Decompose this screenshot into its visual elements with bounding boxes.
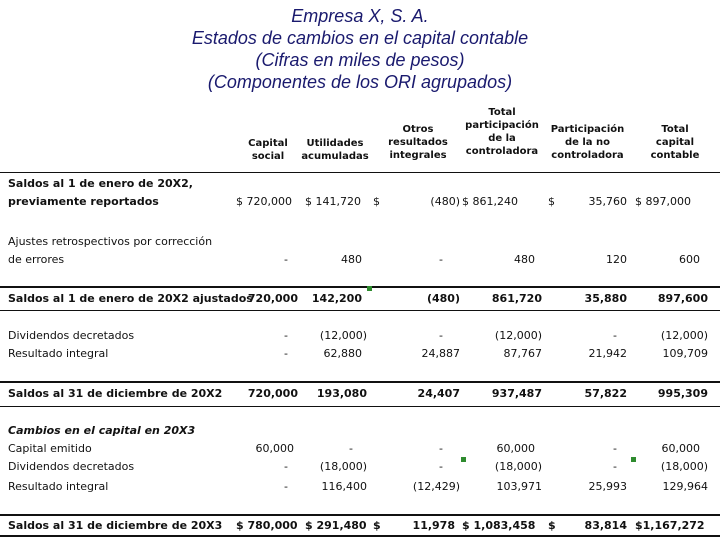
column-header-utilidades: Utilidades acumuladas <box>301 138 369 162</box>
cell-capital-social: 60,000 <box>255 442 294 455</box>
cell-total-controladora: 480 <box>514 253 535 266</box>
cell-total-controladora: $ 861,240 <box>462 195 518 208</box>
cell-total-controladora: (18,000) <box>494 460 542 473</box>
row-label: Saldos al 31 de diciembre de 20X3 <box>8 519 223 532</box>
cell-no-controladora: 25,993 <box>588 480 627 493</box>
row-rule <box>0 514 720 516</box>
units-subtitle: (Cifras en miles de pesos) <box>255 50 465 70</box>
cell-total-controladora: 861,720 <box>491 292 542 305</box>
cell-no-controladora: 57,822 <box>584 387 627 400</box>
cell-total-controladora: 87,767 <box>503 347 542 360</box>
cell-no-controladora: 35,760 <box>588 195 627 208</box>
cell-ori: - <box>439 253 443 266</box>
row-rule <box>0 286 720 288</box>
row-rule <box>0 406 720 407</box>
green-marker <box>367 286 372 291</box>
cell-capital-social: - <box>284 347 288 360</box>
cell-no-controladora: - <box>613 329 617 342</box>
row-label: Ajustes retrospectivos por corrección <box>8 235 213 248</box>
cell-capital-social: - <box>284 460 288 473</box>
cell-capital-social: 720,000 <box>247 387 298 400</box>
row-rule <box>0 310 720 311</box>
cell-no-controladora: - <box>613 442 617 455</box>
cell-utilidades: - <box>349 442 353 455</box>
cell-total-capital: (12,000) <box>660 329 708 342</box>
cell-no-controladora: 120 <box>606 253 627 266</box>
cell-ori: - <box>439 442 443 455</box>
cell-ori: 24,407 <box>417 387 460 400</box>
row-label: Dividendos decretados <box>8 460 135 473</box>
column-header-capital-social: Capital social <box>248 138 288 162</box>
cell-capital-social: 720,000 <box>247 292 298 305</box>
section-label: Cambios en el capital en 20X3 <box>8 424 196 437</box>
cell-total-capital: $1,167,272 <box>635 519 705 532</box>
currency-sign: $ <box>373 195 380 208</box>
row-label: Saldos al 31 de diciembre de 20X2 <box>8 387 223 400</box>
cell-total-controladora: $ 1,083,458 <box>462 519 536 532</box>
cell-utilidades: 480 <box>341 253 362 266</box>
cell-utilidades: 193,080 <box>316 387 367 400</box>
cell-no-controladora: 83,814 <box>584 519 627 532</box>
row-label: Dividendos decretados <box>8 329 135 342</box>
bottom-rule <box>0 535 720 537</box>
green-marker <box>461 457 466 462</box>
cell-total-capital: 60,000 <box>661 442 700 455</box>
cell-ori: (480) <box>430 195 460 208</box>
cell-capital-social: - <box>284 329 288 342</box>
green-marker <box>631 457 636 462</box>
cell-total-capital: (18,000) <box>660 460 708 473</box>
header-rule <box>0 172 720 173</box>
cell-capital-social: - <box>284 253 288 266</box>
row-label: previamente reportados <box>8 195 159 208</box>
cell-utilidades: 62,880 <box>323 347 362 360</box>
cell-total-capital: 109,709 <box>662 347 708 360</box>
cell-capital-social: - <box>284 480 288 493</box>
cell-utilidades: 116,400 <box>321 480 367 493</box>
row-rule <box>0 381 720 383</box>
cell-utilidades: 142,200 <box>311 292 362 305</box>
cell-capital-social: $ 780,000 <box>236 519 298 532</box>
currency-sign: $ <box>548 519 556 532</box>
cell-total-capital: $ 897,000 <box>635 195 691 208</box>
cell-no-controladora: - <box>613 460 617 473</box>
cell-capital-social: $ 720,000 <box>236 195 292 208</box>
row-label: Resultado integral <box>8 347 109 360</box>
row-label: Capital emitido <box>8 442 92 455</box>
column-header-ori: Otros resultados integrales <box>388 124 448 161</box>
cell-no-controladora: 35,880 <box>584 292 627 305</box>
currency-sign: $ <box>373 519 381 532</box>
grouping-subtitle: (Componentes de los ORI agrupados) <box>207 72 513 92</box>
cell-ori: 24,887 <box>421 347 460 360</box>
currency-sign: $ <box>548 195 555 208</box>
cell-total-capital: 129,964 <box>662 480 708 493</box>
cell-ori: - <box>439 460 443 473</box>
cell-no-controladora: 21,942 <box>588 347 627 360</box>
row-label: Resultado integral <box>8 480 109 493</box>
cell-ori: (12,429) <box>412 480 460 493</box>
cell-utilidades: $ 141,720 <box>305 195 361 208</box>
column-header-total-controladora: Total participación de la controladora <box>465 107 539 157</box>
cell-utilidades: (18,000) <box>319 460 367 473</box>
cell-ori: 11,978 <box>412 519 455 532</box>
cell-total-controladora: 103,971 <box>496 480 542 493</box>
cell-utilidades: (12,000) <box>319 329 367 342</box>
cell-total-controladora: (12,000) <box>494 329 542 342</box>
column-header-no-controladora: Participación de la no controladora <box>550 124 625 161</box>
row-label: de errores <box>8 253 65 266</box>
cell-utilidades: $ 291,480 <box>305 519 367 532</box>
statement-title: Estados de cambios en el capital contable <box>191 28 529 48</box>
cell-total-controladora: 937,487 <box>491 387 542 400</box>
cell-total-capital: 600 <box>679 253 700 266</box>
cell-total-capital: 897,600 <box>657 292 708 305</box>
column-header-total-capital: Total capital contable <box>650 124 700 161</box>
cell-ori: - <box>439 329 443 342</box>
row-label: Saldos al 1 de enero de 20X2, <box>8 177 193 190</box>
row-label: Saldos al 1 de enero de 20X2 ajustados <box>8 292 253 305</box>
cell-ori: (480) <box>426 292 460 305</box>
cell-total-capital: 995,309 <box>657 387 708 400</box>
company-name: Empresa X, S. A. <box>291 6 429 26</box>
cell-total-controladora: 60,000 <box>496 442 535 455</box>
